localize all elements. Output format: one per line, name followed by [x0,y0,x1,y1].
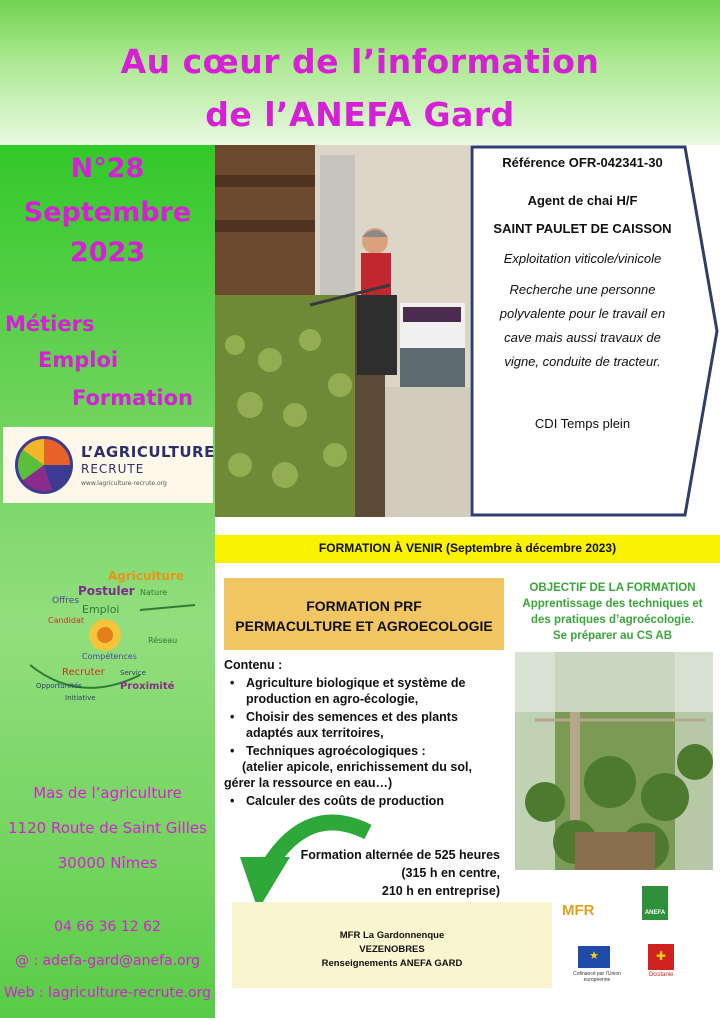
wc-word: Initiative [65,694,96,702]
wc-word: Service [120,669,146,677]
address-line3: 30000 Nîmes [57,854,158,872]
website-link[interactable]: Web : lagriculture-recrute.org [4,985,211,1001]
content-item: Calculer des coûts de production [246,794,444,808]
header-title-line2: de l’ANEFA Gard [205,95,515,134]
offer-description-line: Recherche une personne [509,282,656,297]
prf-line2: PERMACULTURE ET AGROECOLOGIE [235,618,493,634]
job-offer-card[interactable] [470,145,720,517]
objective-title: OBJECTIF DE LA FORMATION [529,582,696,594]
eu-flag-icon: ★ [578,946,610,968]
address-line1: Mas de l’agriculture [33,784,182,802]
alternance-line2: (315 h en centre, [401,866,500,880]
wc-word: Proximité [120,681,175,692]
content-sub: (atelier apicole, enrichissement du sol, [242,760,472,774]
wc-word: Nature [140,588,168,597]
issue-number: N°28 [70,153,145,184]
alternance-line3: 210 h en entreprise) [381,884,500,898]
content-item: Agriculture biologique et système de [246,676,466,690]
offer-sector: Exploitation viticole/vinicole [503,251,662,266]
wc-word: Candidat [48,616,84,625]
prf-training-box [224,578,504,650]
occitanie-caption: Occitanie [648,972,674,978]
wc-word: Emploi [82,603,120,616]
bullet-icon: • [230,744,235,758]
cellar-worker-photo [215,145,470,517]
content-item: adaptés aux territoires, [246,726,384,740]
header-title-line1: Au cœur de l’information [120,42,600,81]
mfr-info: Renseignements ANEFA GARD [321,958,463,969]
alternance-line1: Formation alternée de 525 heures [300,848,500,862]
wc-word: Agriculture [108,569,185,583]
prf-line1: FORMATION PRF [306,598,422,614]
formation-band [215,535,720,563]
mfr-city: VEZENOBRES [359,944,425,955]
occitanie-logo: ✚ [648,944,674,970]
tag-formation: Formation [72,386,193,410]
tag-metiers: Métiers [5,312,95,336]
content-item: Choisir des semences et des plants [246,710,458,724]
content-title: Contenu : [224,658,283,672]
mfr-contact-box [232,902,552,988]
mfr-name: MFR La Gardonnenque [339,930,445,941]
wordcloud-image [20,555,200,705]
agriculture-recrute-logo[interactable] [3,427,213,503]
offer-reference: Référence OFR-042341-30 [502,155,663,170]
issue-month: Septembre [23,197,192,228]
offer-description-line: vigne, conduite de tracteur. [504,354,661,369]
formation-band-text: FORMATION À VENIR (Septembre à décembre 2023) [318,541,617,555]
wc-word: Postuler [78,584,135,598]
logo-url: www.lagriculture-recrute.org [81,480,167,487]
greenhouse-photo [515,652,713,870]
anefa-logo: ANEFA [642,886,668,920]
address-line2: 1120 Route de Saint Gilles [8,819,207,837]
offer-description-line: polyvalente pour le travail en [499,306,666,321]
offer-location: SAINT PAULET DE CAISSON [493,221,672,236]
wc-word: Offres [52,596,80,606]
wc-word: Réseau [148,636,178,645]
sidebar [0,145,215,1018]
phone-number[interactable]: 04 66 36 12 62 [54,919,161,935]
logo-circle-icon [15,436,73,494]
offer-contract: CDI Temps plein [534,416,631,431]
email-link[interactable]: @ : adefa-gard@anefa.org [14,953,201,969]
objective-line: Se préparer au CS AB [552,630,673,642]
header-banner [0,0,720,145]
wc-word: Opportunités [36,682,82,690]
bullet-icon: • [230,710,235,724]
content-sub: gérer la ressource en eau…) [224,776,393,790]
logo-line2: RECRUTE [81,462,145,476]
tag-emploi: Emploi [38,348,119,372]
objective-line: Apprentissage des techniques et [522,598,703,610]
content-item: Techniques agroécologiques : [246,744,426,758]
objective-line: des pratiques d’agroécologie. [531,614,694,626]
issue-year: 2023 [69,237,146,268]
offer-job-title: Agent de chai H/F [527,193,638,208]
bullet-icon: • [230,794,235,808]
wc-word: Recruter [62,667,105,678]
wc-word: Compétences [82,652,137,661]
eu-caption: Cofinancé par l’Union européenne [573,971,621,983]
bullet-icon: • [230,676,235,690]
content-item: production en agro-écologie, [246,692,419,706]
mfr-logo: MFR [562,902,595,919]
logo-line1: L’AGRICULTURE [81,443,215,461]
offer-description-line: cave mais aussi travaux de [504,330,661,345]
